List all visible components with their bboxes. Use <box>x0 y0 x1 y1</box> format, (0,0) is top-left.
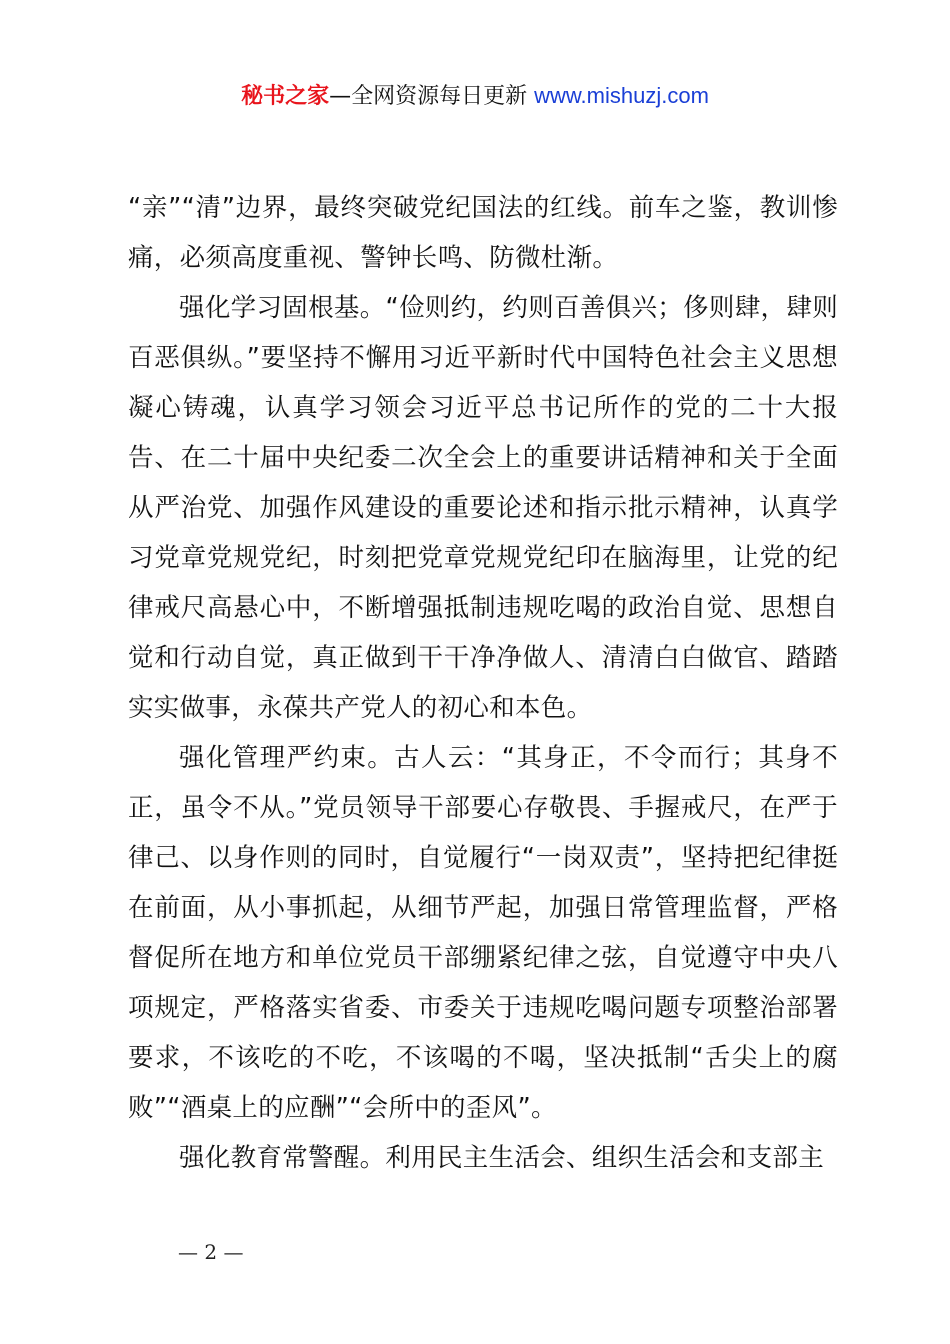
document-body <box>128 183 838 1183</box>
paragraph-continued: “亲”“清”边界，最终突破党纪国法的红线。前车之鉴，教训惨痛，必须高度重视、警钟长鸣、防微杜渐。 <box>128 193 838 273</box>
paragraph-education: 强化教育常警醒。利用民主生活会、组织生活会和支部主 <box>179 1143 825 1173</box>
paragraph-study: 强化学习固根基。“俭则约，约则百善俱兴；侈则肆，肆则百恶俱纵。”要坚持不懈用习近平新时代中国特色社会主义思想凝心铸魂，认真学习领会习近平总书记所作的党的二十大报告、在二十届中央纪委二次全会上的重要讲话精神和关于全面从严治党、加强作风建设的重要论述和指示批示精神，认真学习党章党规党纪，时刻把党章党规党纪印在脑海里，让党的纪律戒尺高悬心中，不断增强抵制违规吃喝的政治自觉、思想自觉和行动自觉，真正做到干干净净做人、清清白白做官、踏踏实实做事，永葆共产党人的初心和本色。 <box>128 293 838 723</box>
site-name: 秘书之家 <box>241 84 330 109</box>
paragraph-management: 强化管理严约束。古人云：“其身正，不令而行；其身不正，虽令不从。”党员领导干部要心存敬畏、手握戒尺，在严于律己、以身作则的同时，自觉履行“一岗双责”，坚持把纪律挺在前面，从小事抓起，从细节严起，加强日常管理监督，严格督促所在地方和单位党员干部绷紧纪律之弦，自觉遵守中央八项规定，严格落实省委、市委关于违规吃喝问题专项整治部署要求，不该吃的不吃，不该喝的不喝，坚决抵制“舌尖上的腐败”“酒桌上的应酬”“会所中的歪风”。 <box>128 743 838 1123</box>
site-header <box>0 80 950 113</box>
site-url-link[interactable]: www.mishuzj.com <box>534 83 709 108</box>
site-tagline: —全网资源每日更新 <box>329 84 535 109</box>
page-number: — 2 — <box>178 1240 244 1264</box>
